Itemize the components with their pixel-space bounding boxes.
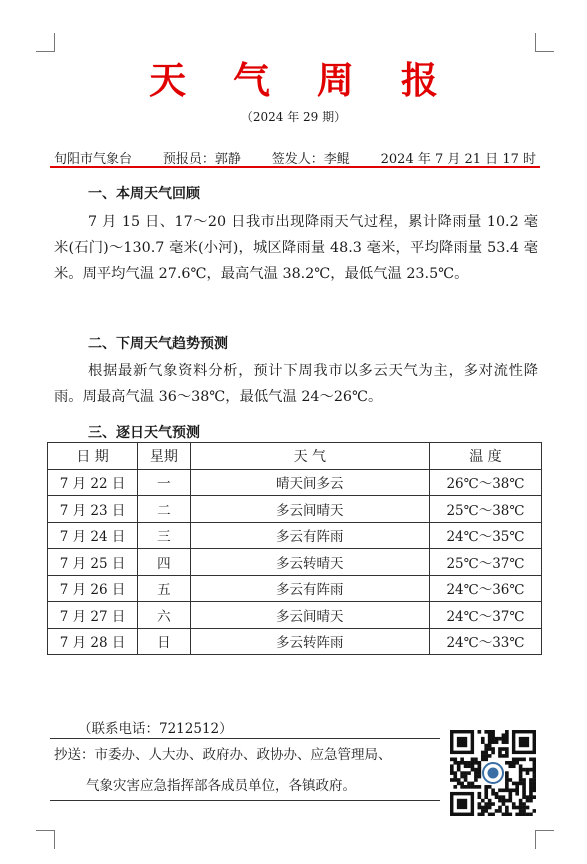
daily-forecast-table <box>47 442 542 655</box>
cell-weekday: 二 <box>138 496 191 523</box>
section-heading-daily: 三、逐日天气预测 <box>88 425 200 441</box>
cell-temperature: 25℃～37℃ <box>429 549 541 576</box>
issue-number: （2024 年 29 期） <box>240 110 347 124</box>
crop-mark-bottom-left <box>36 830 55 849</box>
cell-weather: 多云转晴天 <box>190 549 429 576</box>
section-heading-trend: 二、下周天气趋势预测 <box>88 336 228 352</box>
table-row <box>48 628 542 655</box>
cell-temperature: 24℃～33℃ <box>429 628 541 655</box>
cell-date: 7 月 27 日 <box>48 602 138 629</box>
cell-weekday: 六 <box>138 602 191 629</box>
cell-date: 7 月 25 日 <box>48 549 138 576</box>
cell-date: 7 月 23 日 <box>48 496 138 523</box>
cell-weather: 多云间晴天 <box>190 496 429 523</box>
table-row <box>48 575 542 602</box>
header-weekday: 星期 <box>138 443 191 470</box>
table-row <box>48 469 542 496</box>
cell-date: 7 月 24 日 <box>48 522 138 549</box>
crop-mark-bottom-right <box>535 830 554 849</box>
cell-date: 7 月 28 日 <box>48 628 138 655</box>
cell-weather: 多云转阵雨 <box>190 628 429 655</box>
table-row <box>48 496 542 523</box>
section-body-trend: 根据最新气象资料分析，预计下周我市以多云天气为主，多对流性降雨。周最高气温 36～38℃，最低气温 24～26℃。 <box>54 363 538 405</box>
forecaster: 预报员：郭静 <box>162 151 241 167</box>
section-heading-review: 一、本周天气回顾 <box>88 186 200 202</box>
qr-code-icon <box>450 730 536 816</box>
cell-weekday: 日 <box>138 628 191 655</box>
header-temperature: 温 度 <box>429 443 541 470</box>
footer-rule-bottom <box>50 800 440 801</box>
cell-date: 7 月 26 日 <box>48 575 138 602</box>
cell-temperature: 24℃～37℃ <box>429 602 541 629</box>
station-name: 旬阳市气象台 <box>54 151 133 167</box>
cell-temperature: 25℃～38℃ <box>429 496 541 523</box>
cell-temperature: 24℃～36℃ <box>429 575 541 602</box>
table-row <box>48 602 542 629</box>
cell-weather: 晴天间多云 <box>190 469 429 496</box>
cell-weekday: 五 <box>138 575 191 602</box>
footer-rule-top <box>50 738 440 739</box>
document-info-line <box>54 146 536 168</box>
header-date: 日 期 <box>48 443 138 470</box>
cell-weather: 多云有阵雨 <box>190 575 429 602</box>
table-row <box>48 549 542 576</box>
table-header-row <box>48 443 542 470</box>
cell-weather: 多云间晴天 <box>190 602 429 629</box>
document-title: 天 气 周 报 <box>149 59 455 102</box>
cell-temperature: 24℃～35℃ <box>429 522 541 549</box>
red-divider <box>50 166 540 168</box>
cell-weekday: 一 <box>138 469 191 496</box>
cc-line-1: 抄送：市委办、人大办、政府办、政协办、应急管理局、 <box>54 747 392 763</box>
contact-phone: （联系电话：7212512） <box>78 721 233 737</box>
table-row <box>48 522 542 549</box>
cc-line-2: 气象灾害应急指挥部各成员单位，各镇政府。 <box>86 778 356 794</box>
cell-weekday: 三 <box>138 522 191 549</box>
section-body-review: 7 月 15 日、17～20 日我市出现降雨天气过程，累计降雨量 10.2 毫米(石门)～130.7 毫米(小河)，城区降雨量 48.3 毫米，平均降雨量 53.4 毫米。周平均气温 27.6℃，最高气温 38.2℃，最低气温 23.5℃。 <box>54 214 538 282</box>
cell-weather: 多云有阵雨 <box>190 522 429 549</box>
cell-date: 7 月 22 日 <box>48 469 138 496</box>
signer: 签发人：李鲲 <box>271 151 350 167</box>
header-weather: 天 气 <box>190 443 429 470</box>
issue-datetime: 2024 年 7 月 21 日 17 时 <box>380 151 536 167</box>
cell-weekday: 四 <box>138 549 191 576</box>
cell-temperature: 26℃～38℃ <box>429 469 541 496</box>
